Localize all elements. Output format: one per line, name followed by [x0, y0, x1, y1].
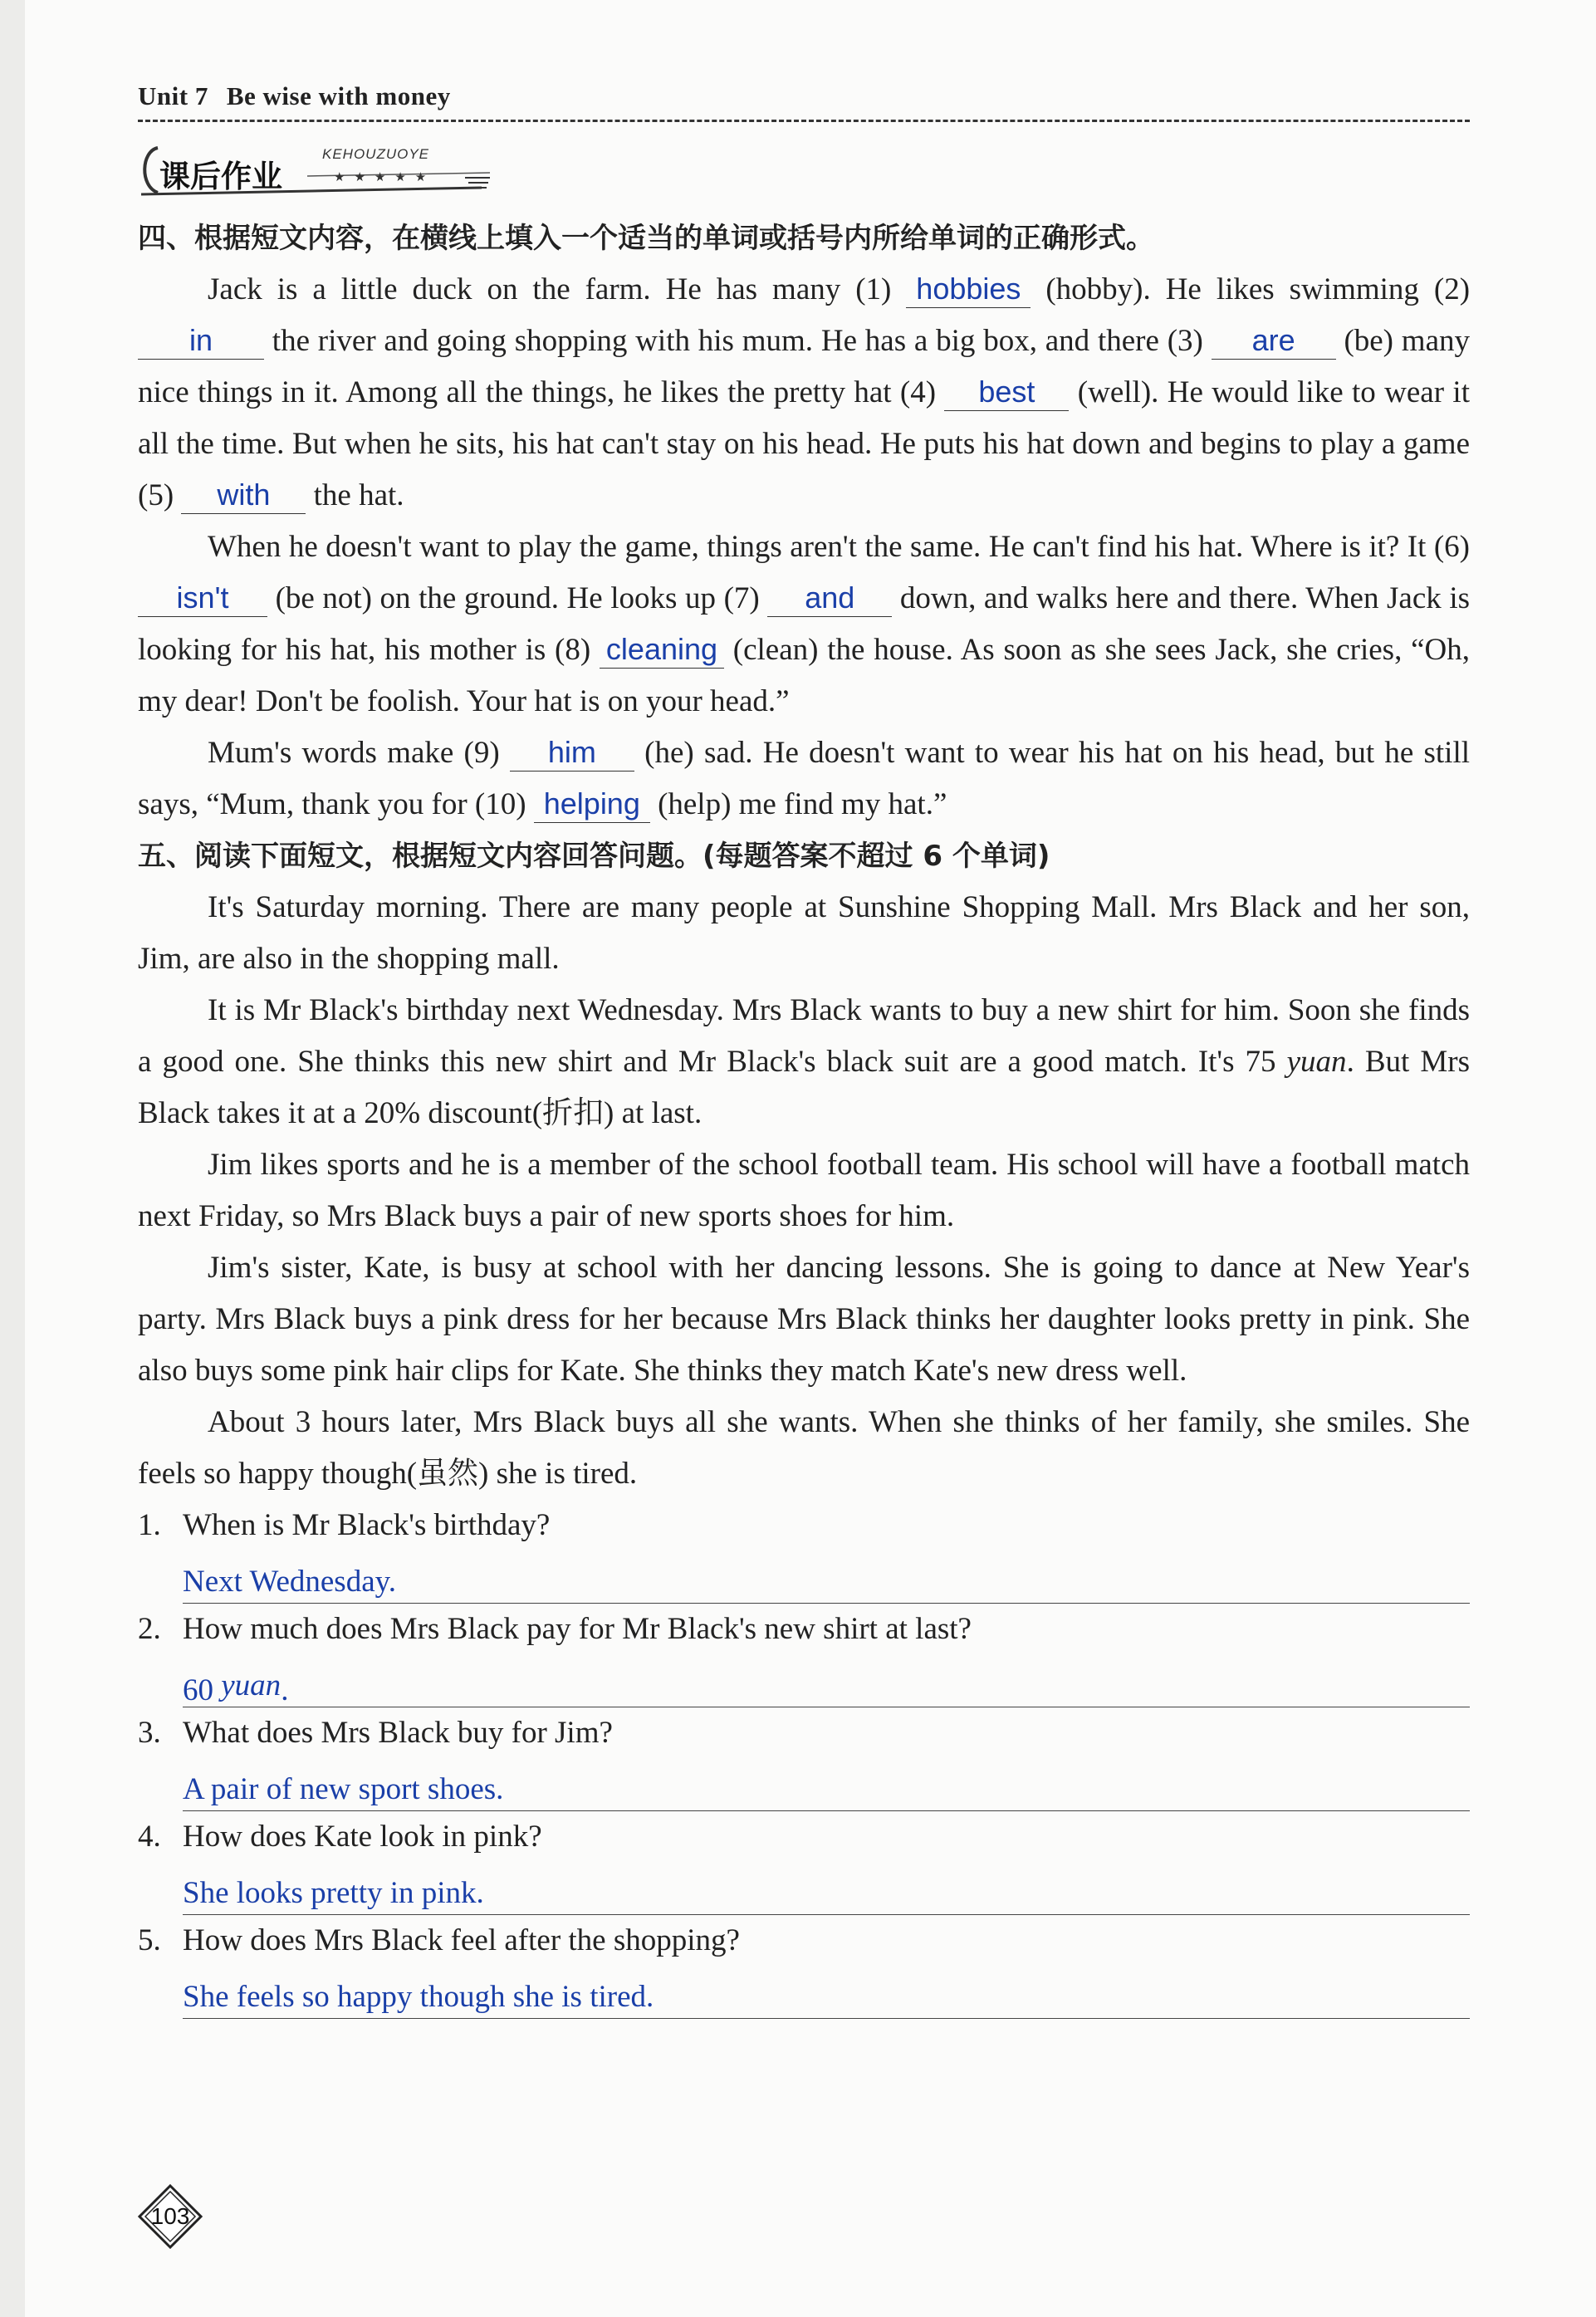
question-number: 1. — [138, 1508, 161, 1542]
passage-text: down, and walks here and there. When Jack is looking for his hat, his mother is (8) — [138, 581, 1471, 667]
passage-text: (hobby). He likes swimming (2) — [1045, 272, 1471, 306]
question-list — [138, 1500, 1470, 2019]
passage-text: (clean) the house. As soon as she sees Jack, she cries, “Oh, my dear! Don't be foolish. Your hat is on your head.” — [138, 633, 1471, 718]
part4-paragraph-3 — [138, 727, 1470, 830]
answer-text-part: . — [281, 1673, 289, 1707]
question-text — [138, 1500, 1470, 1551]
star-rating-icon: ★★★★★ — [334, 171, 436, 184]
answer-blank-1[interactable]: hobbies — [906, 271, 1031, 308]
answer-line[interactable] — [183, 1551, 1470, 1604]
question-prompt: What does Mrs Black buy for Jim? — [183, 1716, 613, 1750]
answer-blank-8[interactable]: cleaning — [600, 631, 724, 669]
question-number: 2. — [138, 1612, 161, 1646]
unit-title — [138, 81, 1470, 111]
reading-paragraph-2 — [138, 985, 1470, 1139]
question-number: 4. — [138, 1820, 161, 1854]
answer-text: Next Wednesday. — [183, 1565, 396, 1599]
part5-heading: 五、阅读下面短文，根据短文内容回答问题。(每题答案不超过 6 个单词) — [138, 840, 1050, 873]
answer-blank-9[interactable]: him — [510, 734, 634, 772]
passage-text: (be not) on the ground. He looks up (7) — [275, 581, 760, 615]
answer-line[interactable] — [183, 1967, 1470, 2019]
passage-text: When he doesn't want to play the game, things aren't the same. He can't find his hat. Where is it? It (6) — [208, 530, 1470, 564]
part4-heading: 四、根据短文内容，在横线上填入一个适当的单词或括号内所给单词的正确形式。 — [138, 222, 1154, 255]
passage-text: (well). He would like to wear it all the time. But when he sits, his hat can't stay on his head. He puts his hat down and begins to play a game (5) — [138, 375, 1470, 512]
question-prompt: How much does Mrs Black pay for Mr Black's new shirt at last? — [183, 1612, 972, 1646]
question-text — [138, 1811, 1470, 1863]
page-number-badge — [138, 2184, 203, 2249]
passage-text: Jack is a little duck on the farm. He has many (1) — [208, 272, 892, 306]
reading-paragraph-5: About 3 hours later, Mrs Black buys all she wants. When she thinks of her family, she smiles. She feels so happy though(虽然) she is tired. — [138, 1405, 1470, 1491]
passage-text: It is Mr Black's birthday next Wednesday. Mrs Black wants to buy a new shirt for him. Soon she finds a good one. She thinks this new shirt and Mr Black's black suit are a good match. It's 75 — [138, 993, 1470, 1079]
answer-blank-6[interactable]: isn't — [138, 580, 267, 617]
homework-title: 课后作业 — [159, 159, 282, 194]
question-text — [138, 1915, 1470, 1967]
answer-line[interactable] — [183, 1759, 1470, 1811]
question-number: 3. — [138, 1716, 161, 1750]
reading-paragraph-3: Jim likes sports and he is a member of the school football team. His school will have a football match next Friday, so Mrs Black buys a pair of new sports shoes for him. — [138, 1148, 1470, 1233]
passage-text: (be) many nice things in it. Among all the things, he likes the pretty hat (4) — [138, 324, 1470, 409]
answer-text-part: 60 — [183, 1673, 222, 1707]
homework-section-logo — [133, 140, 498, 204]
part4-paragraph-2 — [138, 522, 1470, 727]
reading-paragraph-4: Jim's sister, Kate, is busy at school with her dancing lessons. She is going to dance at New Year's party. Mrs Black buys a pink dress for her because Mrs Black thinks her daughter looks pretty in pink. She also buys some pink hair clips for Kate. She thinks they match Kate's new dress well. — [138, 1251, 1470, 1388]
answer-blank-7[interactable]: and — [767, 580, 892, 617]
answer-blank-4[interactable]: best — [944, 374, 1069, 411]
answer-line[interactable] — [183, 1863, 1470, 1915]
answer-blank-10[interactable]: helping — [534, 786, 650, 823]
question-item — [138, 1915, 1470, 2019]
answer-blank-3[interactable]: are — [1212, 322, 1336, 360]
question-item — [138, 1500, 1470, 1604]
question-prompt: When is Mr Black's birthday? — [183, 1508, 551, 1542]
unit-name: Be wise with money — [226, 81, 451, 110]
unit-number: Unit 7 — [138, 81, 208, 110]
question-item — [138, 1604, 1470, 1707]
answer-blank-5[interactable]: with — [181, 477, 306, 514]
page-header — [138, 81, 1470, 122]
worksheet-content — [138, 213, 1470, 2019]
passage-text: the river and going shopping with his mum. He has a big box, and there (3) — [272, 324, 1203, 358]
passage-text: (help) me find my hat.” — [658, 787, 947, 821]
answer-line[interactable] — [183, 1655, 1470, 1707]
answer-blank-2[interactable]: in — [138, 322, 264, 360]
page-number: 103 — [150, 2203, 190, 2229]
page-edge — [0, 0, 25, 2317]
passage-text: the hat. — [313, 478, 404, 512]
question-prompt: How does Mrs Black feel after the shopping? — [183, 1923, 740, 1957]
passage-text: . But Mrs Black takes it at a 20% discount(折扣) at last. — [138, 1045, 1471, 1130]
answer-text: A pair of new sport shoes. — [183, 1772, 504, 1806]
answer-text-italic: yuan — [221, 1668, 282, 1702]
answer-text — [183, 1668, 289, 1707]
answer-text: She looks pretty in pink. — [183, 1876, 484, 1910]
question-text — [138, 1707, 1470, 1759]
question-item — [138, 1707, 1470, 1811]
question-text — [138, 1604, 1470, 1655]
passage-text: Mum's words make (9) — [208, 736, 500, 770]
question-prompt: How does Kate look in pink? — [183, 1820, 542, 1854]
passage-text-italic: yuan — [1286, 1045, 1347, 1079]
homework-pinyin: KEHOUZUOYE — [322, 146, 430, 162]
question-number: 5. — [138, 1923, 161, 1957]
passage-text: (he) sad. He doesn't want to wear his hat on his head, but he still says, “Mum, thank you for (10) — [138, 736, 1471, 821]
part4-paragraph-1 — [138, 264, 1470, 522]
reading-paragraph-1: It's Saturday morning. There are many people at Sunshine Shopping Mall. Mrs Black and her son, Jim, are also in the shopping mall. — [138, 890, 1470, 976]
question-item — [138, 1811, 1470, 1915]
answer-text: She feels so happy though she is tired. — [183, 1980, 654, 2014]
